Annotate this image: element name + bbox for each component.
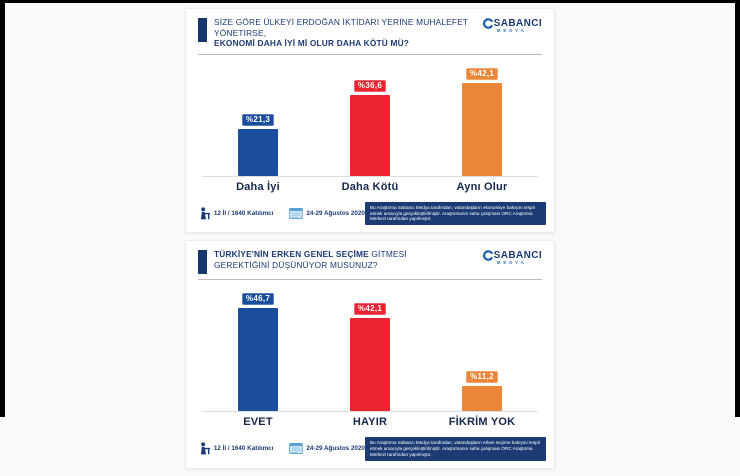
letterbox-left [0, 0, 5, 417]
logo-name: SABANCI [493, 250, 542, 262]
header-divider [198, 54, 542, 55]
bar-category-label: Aynı Olur [456, 180, 508, 193]
card-header [186, 241, 554, 279]
bar [350, 95, 390, 176]
poll-card-economy [185, 8, 555, 233]
card-footer [186, 199, 554, 232]
bar-column [427, 371, 538, 411]
letterbox-top [0, 0, 740, 3]
logo-name: SABANCI [493, 18, 542, 29]
bar-category-label: Daha İyi [236, 180, 280, 193]
calendar-icon [289, 208, 303, 219]
bar-value-badge: %46,7 [242, 293, 274, 305]
bar [462, 386, 502, 411]
bar-column [315, 80, 426, 176]
poll-infographic [185, 8, 555, 476]
bar-column [315, 303, 426, 411]
calendar-icon [289, 443, 303, 454]
bar-category-label: EVET [243, 416, 273, 429]
participants-icon [198, 207, 211, 220]
card-title-line1 [214, 17, 474, 38]
title-segment: EKONOMİ DAHA İYİ Mİ OLUR DAHA KÖTÜ MÜ? [214, 38, 410, 49]
card-footer [186, 434, 554, 467]
bar-chart [202, 290, 538, 412]
bar-category-label: HAYIR [352, 416, 388, 429]
bar [350, 318, 390, 411]
title-accent-bar [198, 250, 207, 274]
category-labels [186, 177, 554, 199]
participants-text: 12 İl / 1640 Katılımcı [213, 445, 274, 453]
bar-value-badge: %11,2 [466, 371, 498, 383]
date-text: 24-29 Ağustos 2020 [306, 445, 365, 453]
bar [462, 83, 502, 176]
title-accent-bar [198, 18, 207, 42]
sabanci-medya-logo [482, 250, 542, 265]
disclaimer-text: Bu Araştırma Sabancı Medya tarafından, vatandaşların erken seçime bakışını tespit etmek amacıyla gerçekleştirilmiştir. Araştırmanın saha çalışması ORC Araştırma Merkezi tarafından yapılmıştır. [365, 437, 546, 460]
logo-subtext: MEDYA [496, 28, 527, 33]
bar-column [203, 114, 314, 176]
bar-value-badge: %36,6 [354, 80, 386, 92]
bar-value-badge: %21,3 [242, 114, 274, 126]
card-title [214, 249, 474, 270]
logo-swirl-icon [482, 18, 493, 29]
card-title-line2 [214, 260, 474, 271]
bar [238, 308, 278, 411]
card-header [186, 9, 554, 54]
title-segment: GİTMESİ [368, 249, 407, 260]
poll-card-early-election [185, 240, 555, 468]
card-title [214, 17, 474, 49]
bar-column [203, 293, 314, 411]
bar-value-badge: %42,1 [354, 303, 386, 315]
participants-text: 12 İl / 1640 Katılımcı [213, 209, 274, 217]
participants-icon [198, 442, 211, 455]
bar-chart [202, 65, 538, 177]
card-title-line1 [214, 249, 474, 260]
bar-value-badge: %42,1 [466, 68, 498, 80]
logo-subtext: MEDYA [496, 260, 527, 266]
title-segment: TÜRKİYE'NİN ERKEN GENEL SEÇİME [214, 249, 369, 260]
bar-column [427, 68, 538, 176]
title-segment: GEREKTİĞİNİ DÜŞÜNÜYOR MUSUNUZ? [214, 259, 378, 270]
title-segment: SİZE GÖRE ÜLKEYİ ERDOĞAN İKTİDARI YERİNE MUHALEFET YÖNETİRSE, [214, 17, 469, 38]
sabanci-medya-logo [482, 18, 542, 33]
date-text: 24-29 Ağustos 2020 [306, 209, 365, 217]
disclaimer-text: Bu Araştırma Sabancı Medya tarafından, vatandaşların ekonomiye bakışını tespit etmek amacıyla gerçekleştirilmiştir. Araştırmanın saha çalışması ORC Araştırma Merkezi tarafından yapılmıştır. [365, 202, 546, 225]
letterbox-right [735, 0, 740, 417]
category-labels [186, 412, 554, 434]
bar-category-label: FİKRİM YOK [448, 416, 516, 429]
bar-category-label: Daha Kötü [341, 180, 399, 193]
bar [238, 129, 278, 176]
header-divider [198, 279, 542, 280]
logo-swirl-icon [482, 250, 493, 261]
card-title-line2 [214, 38, 474, 49]
